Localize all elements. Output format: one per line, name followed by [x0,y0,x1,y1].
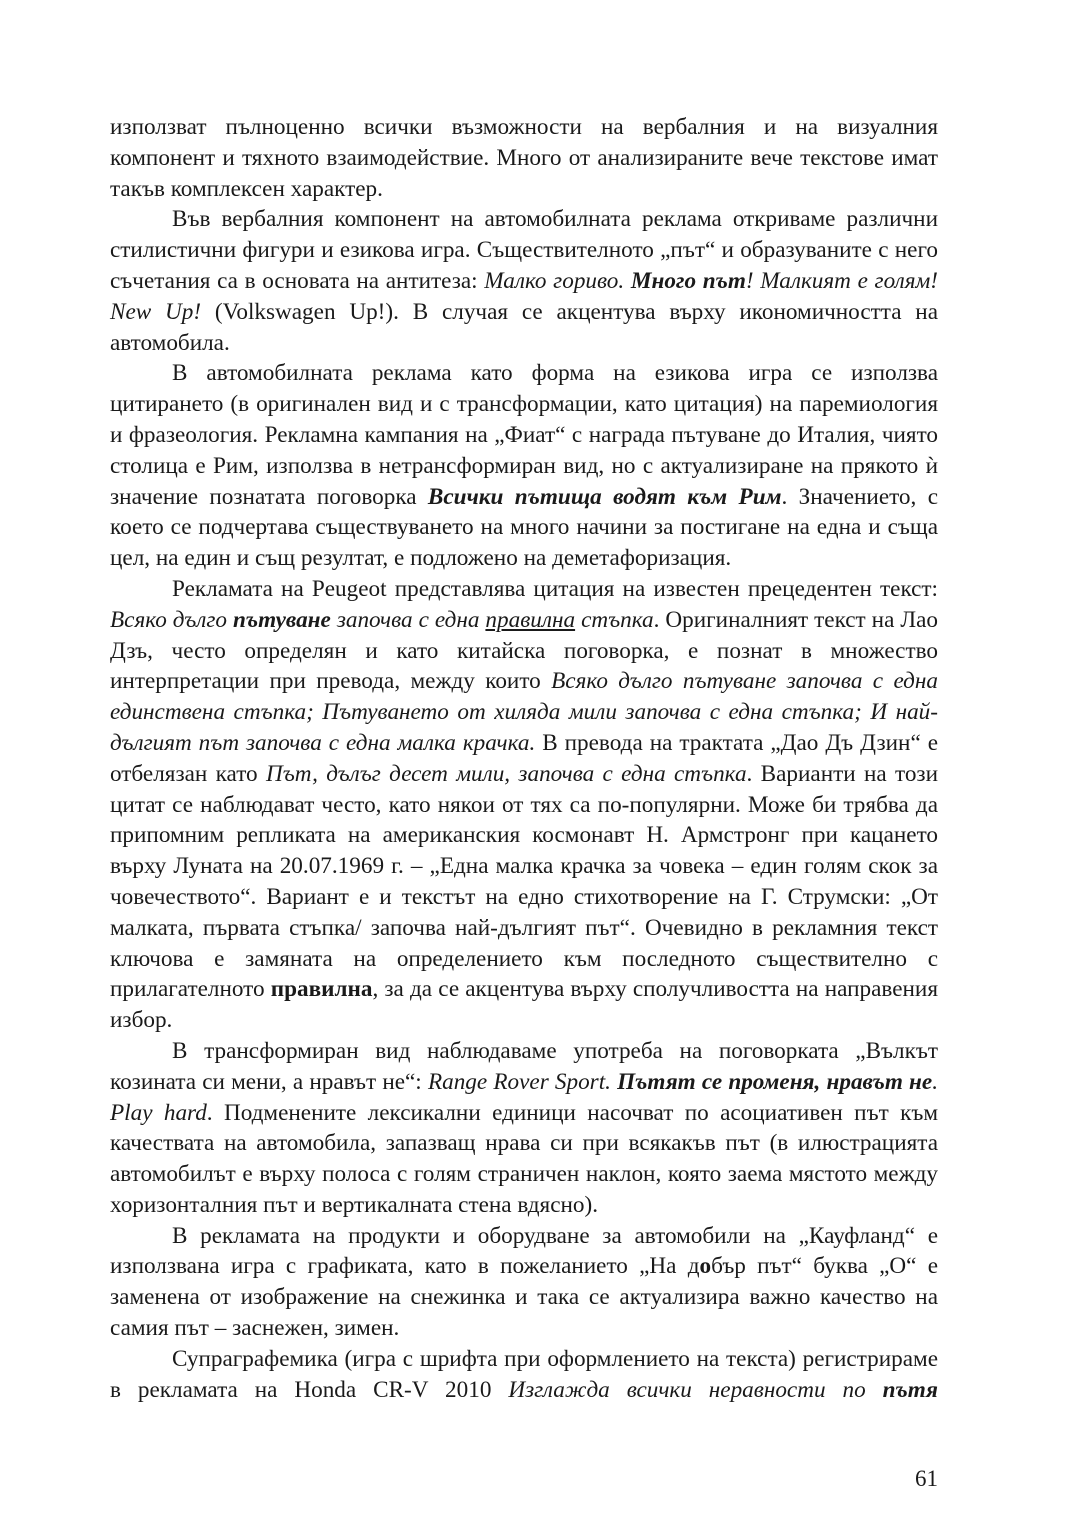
text-segment: пътуване [233,606,331,633]
text-segment: . Варианти на този цитат се наблюдават често, като някои от тях са по-популярни. Може би трябва да припомним репликата на американския космонавт Н. Армстронг при кацането върху Луната на 20.07.1969 г. – „Една малка крачка за човека – един голям скок за човечеството“. Вариант е и текстът на едно стихотворение на Г. Струмски: „От малката, първата стъпка/ започва най-дългият път“. Очевидно в рекламния текст ключова е замяната на определението към последното съществително с прилагателното [110,760,939,1003]
text-segment: (Volkswagen Up!). В случая се акцентува върху икономичността на автомобила. [110,298,938,356]
paragraph-4 [110,574,938,1036]
text-segment: Супраграфемика (игра с шрифта при оформлението на текста) регистрираме в рекламата на Honda CR-V 2010 [110,1345,938,1403]
text-segment: стъпка [575,606,654,633]
text-segment: Пътят се променя, нравът не [617,1068,933,1095]
text-segment: Всяко дълго [110,606,233,633]
paragraph-2 [110,204,938,358]
paragraph-7 [110,1344,938,1406]
text-segment: Във вербалния компонент на автомобилната реклама откриваме различни стилистични фигури и езикова игра. Съществителното „път“ и образуваните с него съчетания са в основата на антитеза: [110,206,938,294]
text-segment: правилна [270,976,373,1003]
paragraph-6 [110,1221,938,1344]
text-segment: Range Rover Sport. [427,1068,618,1095]
text-segment: правилна [485,606,576,633]
text-segment: . Оригиналният текст на Лао Дзъ, често определян и като китайска поговорка, е познат в множество интерпретации при превода, между които [110,606,938,695]
text-segment: В превода на трактата „Дао Дъ Дзин“ е отбелязан като [110,729,938,787]
text-segment: Много път [630,267,746,294]
text-segment: Рекламата на Peugeot представлява цитация на известен прецедентен текст: [172,575,938,602]
text-segment: . Значението, с което се подчертава съществуването на много начини за постигане на една и съща цел, на един и същ резултат, е подложено на деметафоризация. [110,483,938,572]
text-segment: , за да се акцентува върху сполучливостта на направения избор. [110,976,938,1034]
text-segment: о [699,1253,712,1280]
paragraph-3 [110,358,938,574]
paragraph-5 [110,1036,938,1221]
page-number: 61 [915,1466,938,1491]
text-segment: Изглажда всички неравности по [508,1376,883,1403]
text-segment: използват пълноценно всички възможности на вербалния и на визуалния компонент и тяхното взаимодействие. Много от анализираните вече текстове имат такъв комплексен характер. [110,114,938,202]
text-segment: В рекламата на продукти и оборудване за автомобили на „Кауфланд“ е използвана игра с графиката, като в пожеланието „На д [110,1222,938,1280]
paragraph-1 [110,112,938,204]
text-segment: В трансформиран вид наблюдаваме употреба на поговорката „Вълкът козината си мени, а нравът не“: [110,1037,938,1095]
text-segment: В автомобилната реклама като форма на езикова игра се използва цитирането (в оригинален вид и с трансформации, като цитация) на паремиология и фразеология. Рекламна кампания на „Фиат“ с награда пътуване до Италия, чиято столица е Рим, използва в нетрансформиран вид, но с актуализиране на прякото ѝ значение познатата поговорка [110,360,938,510]
body-text [110,112,938,1405]
text-segment: пътя [882,1376,939,1403]
text-segment: ! Малкият е голям! New Up! [110,267,939,325]
text-segment: Всички пътища водят към Рим [427,483,782,510]
text-segment: Малко гориво. [484,267,631,294]
text-segment: . Play hard [110,1068,938,1126]
text-segment: . Подменените лексикални единици насочват по асоциативен път към качествата на автомобила, запазващ нрава си при всякакъв път (в илюстрацията автомобилът е върху полоса с голям страничен наклон, която заема мястото между хоризонталния път и вертикалната стена вдясно). [110,1099,939,1218]
text-segment: бър път“ буква „О“ е заменена от изображение на снежинка и така се актуализира важно качество на самия път – заснежен, зимен. [110,1253,938,1342]
text-segment: започва с една [330,606,486,633]
text-segment: Път, дълъг десет мили, започва с една стъпка [265,760,747,787]
text-segment: Всяко дълго пътуване започва с една единствена стъпка; Пътуването от хиляда мили започва с една стъпка; И най-дългият път започва с една малка крачка. [110,668,938,756]
